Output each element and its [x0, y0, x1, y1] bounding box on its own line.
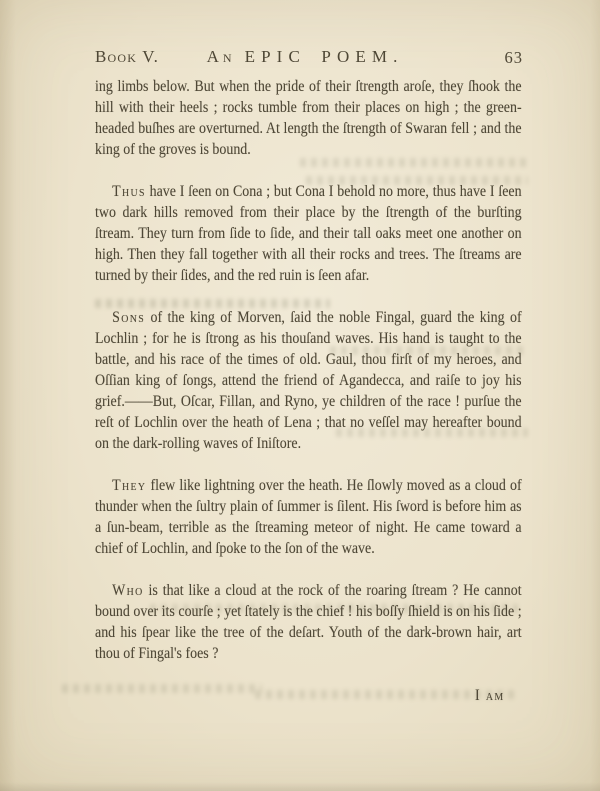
paragraph-3 — [95, 307, 522, 454]
catchword: I am — [475, 687, 505, 704]
page-edge-shadow-right — [590, 0, 600, 791]
text-block — [95, 76, 522, 706]
paragraph-lead: Who — [112, 582, 144, 599]
paragraph-text: flew like lightning over the heath. He ſlowly moved as a cloud of thunder when the ſultry plain of ſummer is ſilent. His ſword is before him as a ſun-beam, terrible as the ſtreaming meteor of night. He came toward a chief of Lochlin, and ſpoke to the ſon of the wave. — [95, 477, 522, 557]
paragraph-5 — [95, 580, 522, 664]
page-number: 63 — [504, 48, 523, 67]
page-title — [207, 46, 404, 68]
paragraph-4 — [95, 475, 522, 559]
paragraph-text: is that like a cloud at the rock of the roaring ſtream ? He cannot bound over its courſe ; yet ſtately is the chief ! his boſſy ſhield is on his ſide ; and his ſpear like the tree of the deſart. Youth of the dark-brown hair, art thou of Fingal's foes ? — [95, 582, 522, 662]
page-edge-shadow-left — [0, 0, 16, 791]
paragraph-lead: They — [112, 477, 147, 494]
paragraph-2 — [95, 181, 522, 286]
paragraph-lead: Sons — [112, 309, 146, 326]
title-article: An — [206, 47, 236, 66]
book-label: Book V. — [95, 47, 160, 66]
page-edge-shadow-bottom — [0, 782, 600, 791]
paragraph-lead: Thus — [112, 183, 146, 200]
paragraph-text: ing limbs below. But when the pride of their ſtrength aroſe, they ſhook the hill with their heels ; rocks tumble from their places on high ; the green-headed buſhes are overturned. At length the ſtrength of Swaran fell ; and the king of the groves is bound. — [95, 78, 522, 158]
paragraph-1 — [95, 76, 522, 160]
running-head — [95, 46, 523, 68]
paragraph-text: have I ſeen on Cona ; but Cona I behold no more, thus have I ſeen two dark hills removed from their place by the ſtrength of the burſting ſtream. They turn from ſide to ſide, and their tall oaks meet one another on high. Then they fall together with all their rocks and trees. The ſtreams are turned by their ſides, and the red ruin is ſeen afar. — [95, 183, 522, 284]
paragraph-text: of the king of Morven, ſaid the noble Fingal, guard the king of Lochlin ; for he is ſtrong as his thouſand waves. His hand is taught to the battle, and his race of the times of old. Gaul, thou firſt of my heroes, and Oſſian king of ſongs, attend the friend of Agandecca, and raiſe to joy his grief.——But, Oſcar, Fillan, and Ryno, ye children of the race ! purſue the reſt of Lochlin over the heath of Lena ; that no veſſel may hereafter bound on the dark-rolling waves of Iniſtore. — [95, 309, 522, 452]
title-main: EPIC POEM. — [244, 47, 404, 66]
